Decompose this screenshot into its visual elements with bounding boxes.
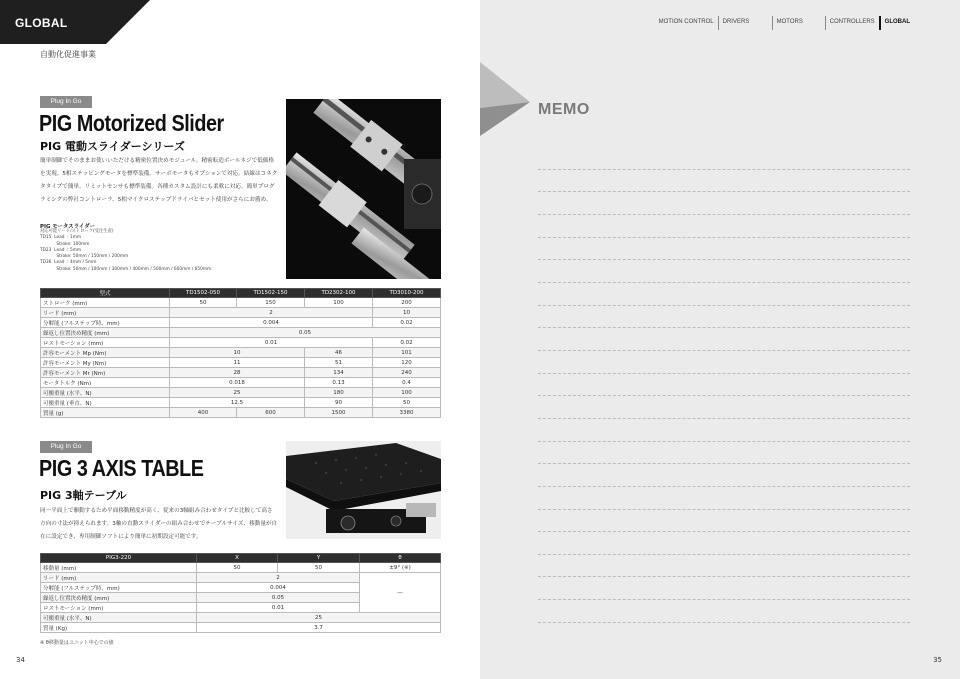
table-row (41, 378, 441, 388)
memo-line (538, 442, 910, 465)
memo-line (538, 487, 910, 510)
table-cell: 50 (170, 298, 237, 308)
memo-line (538, 374, 910, 397)
table-cell: 50 (373, 398, 441, 408)
table-cell: 1500 (305, 408, 373, 418)
row-label: 許容モーメント My (Nm) (41, 358, 170, 368)
memo-line (538, 464, 910, 487)
footnote: ※ θ移動量はユニット中心での値 (40, 640, 114, 646)
table-cell: 25 (197, 613, 441, 623)
table-cell: 0.05 (197, 593, 360, 603)
table-cell: 0.13 (305, 378, 373, 388)
table-cell: 46 (305, 348, 373, 358)
memo-line (538, 555, 910, 578)
table-cell: 101 (373, 348, 441, 358)
product1-photo (286, 99, 441, 279)
product2-description: 同一平面上で駆動するため平面移動精度が高く、従来の3軸組み合わせタイプと比較して高さ方向の寸法が抑えられます。3軸の直動スライダーの組み合わせでテーブルサイズ、移動量が自在に設定でき、専用制御ソフトにより簡単に初期設定可能です。 (40, 508, 278, 540)
table-row (41, 388, 441, 398)
table-row (41, 408, 441, 418)
table-cell: 3380 (373, 408, 441, 418)
row-label: 質量 (Kg) (41, 623, 197, 633)
product1-spec-lines: 対応可能リード/ストローク(受注生産) TD15 Lead : 1mm Stroke: 100mm TD23 Lead : 5mm Stroke: 50mm / 150mm / 200mm TD36 Lead : 4mm / 5mm Stroke: 50mm / 100mm / 300mm / 400mm / 500mm / 600mm / 650mm (40, 229, 212, 272)
table-cell: 100 (373, 388, 441, 398)
table-cell: 90 (305, 398, 373, 408)
table-cell: 10 (170, 348, 305, 358)
table-cell: 134 (305, 368, 373, 378)
table-header-cell: PIG3-220 (41, 554, 197, 563)
table-cell: 0.004 (197, 583, 360, 593)
table-cell: 120 (373, 358, 441, 368)
nav-motion-control[interactable]: MOTION CONTROL (658, 19, 714, 25)
row-label: モータトルク (Nm) (41, 378, 170, 388)
memo-line (538, 419, 910, 442)
memo-line (538, 532, 910, 555)
memo-line (538, 260, 910, 283)
table-header-cell: TD2302-100 (305, 289, 373, 298)
product1-spec-table (40, 288, 441, 418)
row-label: 可搬重量 (垂直、N) (41, 398, 170, 408)
row-label: 可搬重量 (水平、N) (41, 388, 170, 398)
table-row (41, 573, 441, 583)
table-cell: ±9° (※) (360, 563, 441, 573)
memo-lines (538, 147, 910, 623)
product1-description: 簡単制御でそのままお使いいただける精密位置決めモジュール。精密転造ボールネジで低価格を実現。5相ステッピングモータを標準装備。サーボモータもオプションで対応。結線はコネクタタイプで簡単。リミットセンサも標準装備。各種カスタム設計にも柔軟に対応。簡単プログラミングの弊社コントローラ、5相マイクロステップドライバとセット使用がさらにお薦め。 (40, 158, 278, 203)
memo-line (538, 328, 910, 351)
table-row (41, 328, 441, 338)
table-header-cell: 型式 (41, 289, 170, 298)
table-header-cell: TD3010-200 (373, 289, 441, 298)
table-cell: 25 (170, 388, 305, 398)
right-page (480, 0, 960, 679)
product1-spec-title: PIG モータスライダー (40, 224, 96, 230)
row-label: 繰返し位置決め精度 (mm) (41, 593, 197, 603)
table-cell: 0.01 (170, 338, 373, 348)
section-tab (0, 0, 150, 44)
table-cell: 200 (373, 298, 441, 308)
table-row (41, 368, 441, 378)
table-cell: 2 (170, 308, 373, 318)
memo-line (538, 351, 910, 374)
product2-badge: Plug In Go (40, 441, 92, 453)
table-header-cell: TD1502-150 (237, 289, 305, 298)
row-label: 可搬重量 (水平、N) (41, 613, 197, 623)
row-label: ロストモーション (mm) (41, 338, 170, 348)
table-cell: 50 (278, 563, 360, 573)
memo-line (538, 600, 910, 623)
table-cell: 0.01 (197, 603, 360, 613)
row-label: 分解能 (フルステップ時、mm) (41, 583, 197, 593)
product1-title: PIG Motorized Slider (39, 110, 224, 136)
table-row (41, 613, 441, 623)
table-cell: 50 (197, 563, 278, 573)
row-label: 許容モーメント Mr (Nm) (41, 368, 170, 378)
table-header-row (41, 289, 441, 298)
nav-drivers[interactable]: DRIVERS (718, 16, 768, 30)
table-cell: 10 (373, 308, 441, 318)
row-label: 繰返し位置決め精度 (mm) (41, 328, 170, 338)
row-label: 分解能 (フルステップ時、mm) (41, 318, 170, 328)
memo-line (538, 396, 910, 419)
table-row (41, 348, 441, 358)
table-cell: 11 (170, 358, 305, 368)
table-cell: 150 (237, 298, 305, 308)
page-number-left: 34 (16, 656, 25, 664)
nav-motors[interactable]: MOTORS (772, 16, 821, 30)
memo-line (538, 238, 910, 261)
table-cell: 0.02 (373, 338, 441, 348)
table-cell: 0.02 (373, 318, 441, 328)
row-label: 質量 (g) (41, 408, 170, 418)
table-cell: 0.004 (170, 318, 373, 328)
table-row (41, 338, 441, 348)
nav-controllers[interactable]: CONTROLLERS (825, 16, 875, 30)
section-tab-label: GLOBAL (15, 16, 68, 30)
table-cell: 0.018 (170, 378, 305, 388)
memo-line (538, 215, 910, 238)
memo-line (538, 147, 910, 170)
product2-spec-table (40, 553, 441, 633)
row-label: リード (mm) (41, 573, 197, 583)
table-cell: — (360, 573, 441, 613)
memo-line (538, 306, 910, 329)
table-header-cell: X (197, 554, 278, 563)
table-header-cell: θ (360, 554, 441, 563)
product2-title: PIG 3 AXIS TABLE (39, 455, 204, 481)
table-cell: 0.05 (170, 328, 441, 338)
row-label: ストローク (mm) (41, 298, 170, 308)
memo-line (538, 170, 910, 193)
table-header-cell: TD1502-050 (170, 289, 237, 298)
product1-subtitle: PIG 電動スライダーシリーズ (40, 140, 185, 153)
table-cell: 12.5 (170, 398, 305, 408)
table-cell: 0.4 (373, 378, 441, 388)
table-row (41, 308, 441, 318)
table-header-cell: Y (278, 554, 360, 563)
memo-line (538, 510, 910, 533)
table-row (41, 563, 441, 573)
memo-label: MEMO (538, 101, 590, 118)
memo-line (538, 192, 910, 215)
table-cell: 180 (305, 388, 373, 398)
memo-line (538, 577, 910, 600)
table-cell: 400 (170, 408, 237, 418)
table-row (41, 623, 441, 633)
row-label: リード (mm) (41, 308, 170, 318)
table-row (41, 398, 441, 408)
product2-subtitle: PIG 3軸テーブル (40, 489, 127, 502)
table-row (41, 298, 441, 308)
table-row (41, 358, 441, 368)
product1-badge: Plug In Go (40, 96, 92, 108)
nav-global[interactable]: GLOBAL (879, 16, 910, 30)
sub-heading: 自動化促進事業 (40, 50, 96, 59)
page-arrow-shape (480, 62, 530, 136)
top-navigation (655, 16, 910, 30)
table-header-row (41, 554, 441, 563)
table-row (41, 318, 441, 328)
table-cell: 600 (237, 408, 305, 418)
row-label: 移動量 (mm) (41, 563, 197, 573)
table-cell: 2 (197, 573, 360, 583)
product2-photo (286, 441, 441, 539)
table-cell: 100 (305, 298, 373, 308)
row-label: ロストモーション (mm) (41, 603, 197, 613)
table-cell: 51 (305, 358, 373, 368)
row-label: 許容モーメント Mp (Nm) (41, 348, 170, 358)
table-cell: 28 (170, 368, 305, 378)
table-cell: 240 (373, 368, 441, 378)
page-number-right: 35 (933, 656, 942, 664)
table-cell: 3.7 (197, 623, 441, 633)
memo-line (538, 283, 910, 306)
